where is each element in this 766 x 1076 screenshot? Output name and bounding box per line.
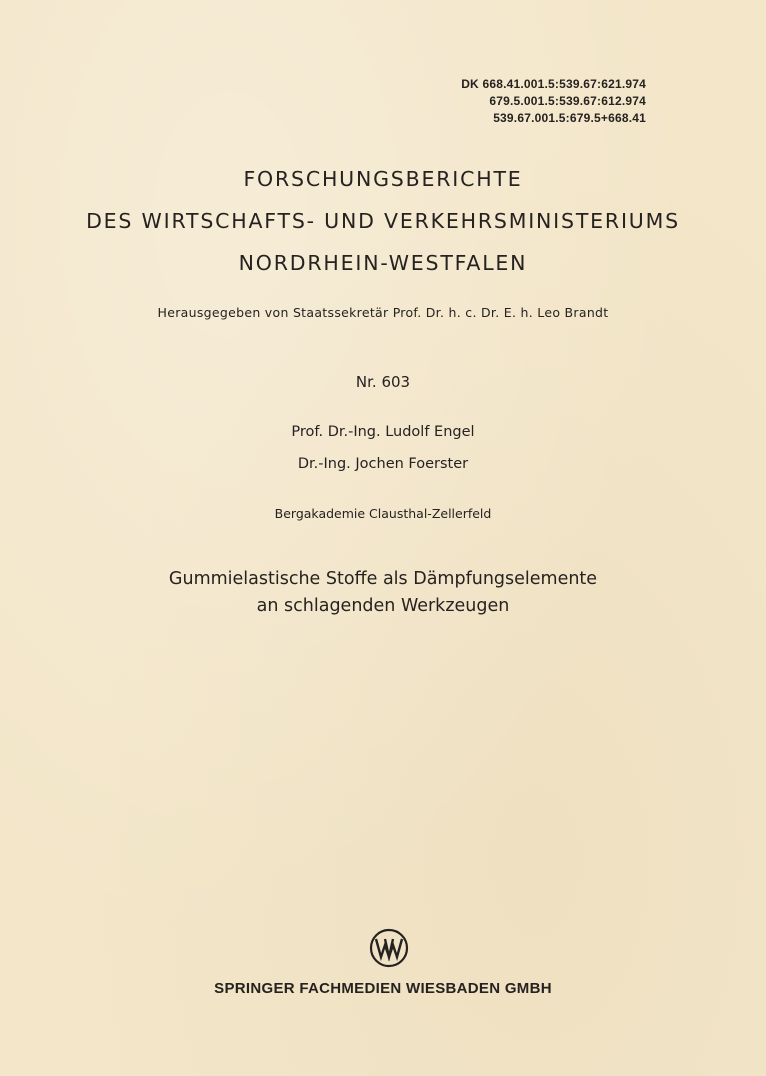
springer-vw-logo-icon	[369, 928, 409, 968]
series-editor: Herausgegeben von Staatssekretär Prof. Dr. h. c. Dr. E. h. Leo Brandt	[157, 305, 609, 320]
classification-line: 539.67.001.5:679.5+668.41	[493, 111, 646, 125]
classification-line: 679.5.001.5:539.67:612.974	[489, 94, 646, 108]
series-title-line: DES WIRTSCHAFTS- UND VERKEHRSMINISTERIUMS	[86, 209, 680, 233]
series-title-line: NORDRHEIN-WESTFALEN	[238, 251, 528, 275]
publisher-name: SPRINGER FACHMEDIEN WIESBADEN GMBH	[214, 980, 552, 997]
series-title-line: FORSCHUNGSBERICHTE	[243, 167, 523, 191]
classification-codes	[461, 76, 646, 127]
work-title-line: an schlagenden Werkzeugen	[256, 596, 510, 616]
author-name: Dr.-Ing. Jochen Foerster	[297, 456, 469, 472]
series-number: Nr. 603	[355, 373, 411, 391]
series-title	[0, 158, 766, 284]
work-title-line: Gummielastische Stoffe als Dämpfungselemente	[168, 569, 598, 589]
institution: Bergakademie Clausthal-Zellerfeld	[274, 506, 492, 521]
work-title	[0, 566, 766, 620]
author-name: Prof. Dr.-Ing. Ludolf Engel	[291, 424, 475, 440]
classification-line: DK 668.41.001.5:539.67:621.974	[461, 77, 646, 91]
